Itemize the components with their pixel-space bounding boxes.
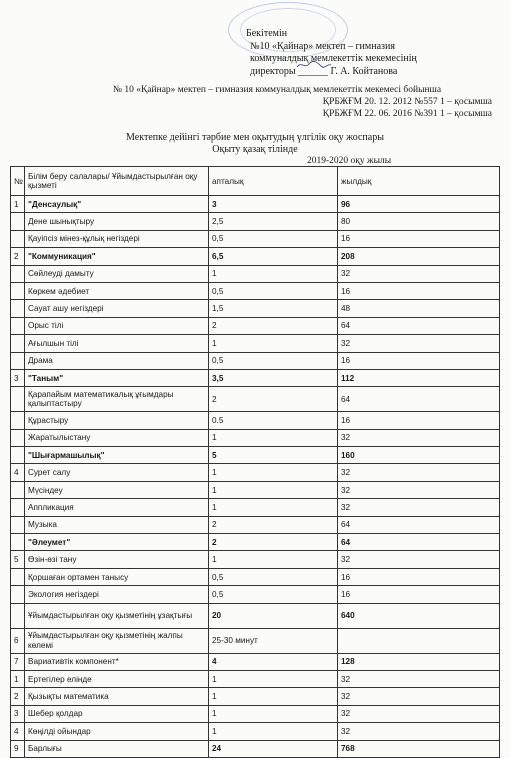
table-row (11, 317, 500, 334)
row-yearly: 32 (338, 481, 500, 498)
row-num (11, 335, 25, 352)
row-weekly: 1,5 (209, 300, 338, 317)
row-num (11, 352, 25, 369)
row-num (11, 213, 25, 230)
row-weekly: 5 (209, 447, 338, 464)
row-num (11, 568, 25, 585)
table-row (11, 369, 500, 386)
decree-block (62, 84, 492, 120)
row-num: 7 (11, 653, 25, 670)
table-row (11, 603, 500, 628)
row-num: 3 (11, 369, 25, 386)
row-weekly: 1 (209, 670, 338, 687)
row-name: Құрастыру (25, 412, 209, 429)
row-num (11, 429, 25, 446)
row-num (11, 300, 25, 317)
row-name: Дене шынықтыру (25, 213, 209, 230)
row-num (11, 534, 25, 551)
row-num: 4 (11, 723, 25, 740)
row-num (11, 412, 25, 429)
table-row (11, 568, 500, 585)
row-name: Қарапайым математикалық ұғымдары қалыптастыру (25, 387, 209, 412)
row-name: Сөйлеуді дамыту (25, 265, 209, 282)
row-name: Барлығы (25, 740, 209, 757)
row-yearly: 32 (338, 723, 500, 740)
row-weekly: 20 (209, 603, 338, 628)
table-row (11, 300, 500, 317)
row-weekly: 0,5 (209, 586, 338, 603)
table-row (11, 551, 500, 568)
table-row (11, 447, 500, 464)
row-name: Сурет салу (25, 464, 209, 481)
approval-director: директоры ______ Г. А. Койтанова (250, 65, 398, 77)
row-num: 6 (11, 628, 25, 653)
row-yearly: 64 (338, 516, 500, 533)
row-weekly: 1 (209, 499, 338, 516)
header-yearly: жылдық (338, 167, 500, 196)
row-weekly: 0,5 (209, 282, 338, 299)
row-name: Аппликация (25, 499, 209, 516)
row-yearly: 32 (338, 688, 500, 705)
row-name: "Денсаулық" (25, 196, 209, 213)
row-name: Жаратылыстану (25, 429, 209, 446)
title-line-1: Мектепке дейінгі тәрбие мен оқытудың үлгілік оқу жоспары (126, 132, 384, 143)
row-yearly: 640 (338, 603, 500, 628)
row-weekly: 24 (209, 740, 338, 757)
table-row (11, 412, 500, 429)
row-name: Сауат ашу негіздері (25, 300, 209, 317)
row-yearly: 48 (338, 300, 500, 317)
table-row (11, 213, 500, 230)
row-num: 2 (11, 688, 25, 705)
row-yearly: 32 (338, 670, 500, 687)
table-row (11, 516, 500, 533)
row-weekly: 1 (209, 429, 338, 446)
row-weekly: 2 (209, 516, 338, 533)
academic-year: 2019-2020 оқу жылы (307, 156, 392, 166)
row-name: Қауіпсіз мінез-құлық негіздері (25, 230, 209, 247)
row-weekly: 2 (209, 387, 338, 412)
row-yearly: 32 (338, 265, 500, 282)
decree-line-3: ҚРБЖҒМ 22. 06. 2016 №391 1 – қосымша (322, 109, 492, 119)
row-name: Мүсіндеу (25, 481, 209, 498)
row-yearly: 96 (338, 196, 500, 213)
row-num (11, 230, 25, 247)
row-yearly: 32 (338, 429, 500, 446)
table-row (11, 481, 500, 498)
row-yearly: 32 (338, 551, 500, 568)
row-yearly: 112 (338, 369, 500, 386)
table-row (11, 429, 500, 446)
row-yearly: 16 (338, 586, 500, 603)
row-name: Экология негіздері (25, 586, 209, 603)
table-row (11, 230, 500, 247)
row-yearly: 32 (338, 705, 500, 722)
row-yearly: 16 (338, 568, 500, 585)
header-weekly: апталық (209, 167, 338, 196)
row-yearly: 64 (338, 317, 500, 334)
table-row (11, 499, 500, 516)
row-yearly: 80 (338, 213, 500, 230)
row-weekly: 1 (209, 335, 338, 352)
row-name: Қоршаған ортамен танысу (25, 568, 209, 585)
table-row (11, 464, 500, 481)
row-num (11, 499, 25, 516)
row-num (11, 265, 25, 282)
row-name: Ұйымдастырылған оқу қызметінің ұзақтығы (25, 603, 209, 628)
row-name: Ағылшын тілі (25, 335, 209, 352)
row-weekly: 0,5 (209, 568, 338, 585)
table-row (11, 196, 500, 213)
row-num (11, 586, 25, 603)
row-yearly: 32 (338, 464, 500, 481)
row-weekly: 1 (209, 464, 338, 481)
row-weekly: 1 (209, 688, 338, 705)
row-num: 4 (11, 464, 25, 481)
row-name: Ұйымдастырылған оқу қызметінің жалпы көлемі (25, 628, 209, 653)
table-row (11, 282, 500, 299)
row-weekly: 0,5 (209, 352, 338, 369)
table-row (11, 740, 500, 757)
row-yearly: 16 (338, 412, 500, 429)
row-num: 3 (11, 705, 25, 722)
row-name: "Таным" (25, 369, 209, 386)
signature (296, 60, 332, 70)
row-yearly: 208 (338, 248, 500, 265)
row-yearly: 160 (338, 447, 500, 464)
approval-heading: Бекітемін (246, 28, 288, 39)
row-weekly: 1 (209, 481, 338, 498)
table-row (11, 335, 500, 352)
approval-block (246, 28, 417, 78)
row-num: 5 (11, 551, 25, 568)
title-line-2: Оқыту қазақ тілінде (212, 143, 298, 155)
row-num (11, 481, 25, 498)
row-weekly: 6,5 (209, 248, 338, 265)
row-name: Орыс тілі (25, 317, 209, 334)
row-num (11, 516, 25, 533)
table-row (11, 352, 500, 369)
row-weekly: 3 (209, 196, 338, 213)
row-name: Шебер қолдар (25, 705, 209, 722)
row-num (11, 317, 25, 334)
decree-line-2: ҚРБЖҒМ 20. 12. 2012 №557 1 – қосымша (322, 97, 492, 107)
table-row (11, 723, 500, 740)
row-name: Музыка (25, 516, 209, 533)
row-yearly: 64 (338, 534, 500, 551)
row-weekly: 0,5 (209, 230, 338, 247)
row-yearly: 32 (338, 335, 500, 352)
row-yearly: 128 (338, 653, 500, 670)
row-weekly: 1 (209, 551, 338, 568)
header-num: № (11, 167, 25, 196)
table-row (11, 534, 500, 551)
approval-institution: коммуналдық мемлекеттік мекемесінің (250, 53, 417, 64)
row-weekly: 2,5 (209, 213, 338, 230)
table-row (11, 248, 500, 265)
row-weekly: 2 (209, 317, 338, 334)
row-yearly: 16 (338, 230, 500, 247)
row-num (11, 603, 25, 628)
row-weekly: 25-30 минут (209, 628, 338, 653)
table-row (11, 265, 500, 282)
row-yearly: 16 (338, 352, 500, 369)
row-name: Ертегілер елінде (25, 670, 209, 687)
table-row (11, 653, 500, 670)
table-row (11, 705, 500, 722)
table-row (11, 628, 500, 653)
row-name: Өзін-өзі тану (25, 551, 209, 568)
row-yearly: 32 (338, 499, 500, 516)
row-yearly: 768 (338, 740, 500, 757)
row-yearly: 64 (338, 387, 500, 412)
row-weekly: 1 (209, 265, 338, 282)
row-name: Қызықты математика (25, 688, 209, 705)
row-name: Вариативтік компонент* (25, 653, 209, 670)
row-yearly: 16 (338, 282, 500, 299)
header-name: Білім беру салалары/ Ұйымдастырылған оқу қызметі (25, 167, 209, 196)
row-weekly: 1 (209, 723, 338, 740)
curriculum-table (10, 166, 500, 758)
row-weekly: 1 (209, 705, 338, 722)
table-row (11, 670, 500, 687)
row-weekly: 4 (209, 653, 338, 670)
table-row (11, 688, 500, 705)
row-name: "Шығармашылық" (25, 447, 209, 464)
row-name: Көңілді ойындар (25, 723, 209, 740)
row-yearly (338, 628, 500, 653)
table-row (11, 387, 500, 412)
decree-line-1: № 10 «Қайнар» мектеп – гимназия коммуналдық мемлекеттік мекемесі бойынша (112, 85, 442, 95)
row-weekly: 3,5 (209, 369, 338, 386)
row-num (11, 387, 25, 412)
row-weekly: 0.5 (209, 412, 338, 429)
row-num: 1 (11, 670, 25, 687)
row-name: "Әлеумет" (25, 534, 209, 551)
row-num (11, 282, 25, 299)
table-row (11, 586, 500, 603)
row-weekly: 2 (209, 534, 338, 551)
table-header-row (11, 167, 500, 196)
document-title (0, 132, 510, 155)
row-num: 9 (11, 740, 25, 757)
row-num: 1 (11, 196, 25, 213)
row-num: 2 (11, 248, 25, 265)
row-num (11, 447, 25, 464)
row-name: Көркем әдебиет (25, 282, 209, 299)
row-name: "Коммуникация" (25, 248, 209, 265)
row-name: Драма (25, 352, 209, 369)
approval-school: №10 «Қайнар» мектеп – гимназия (250, 40, 395, 52)
